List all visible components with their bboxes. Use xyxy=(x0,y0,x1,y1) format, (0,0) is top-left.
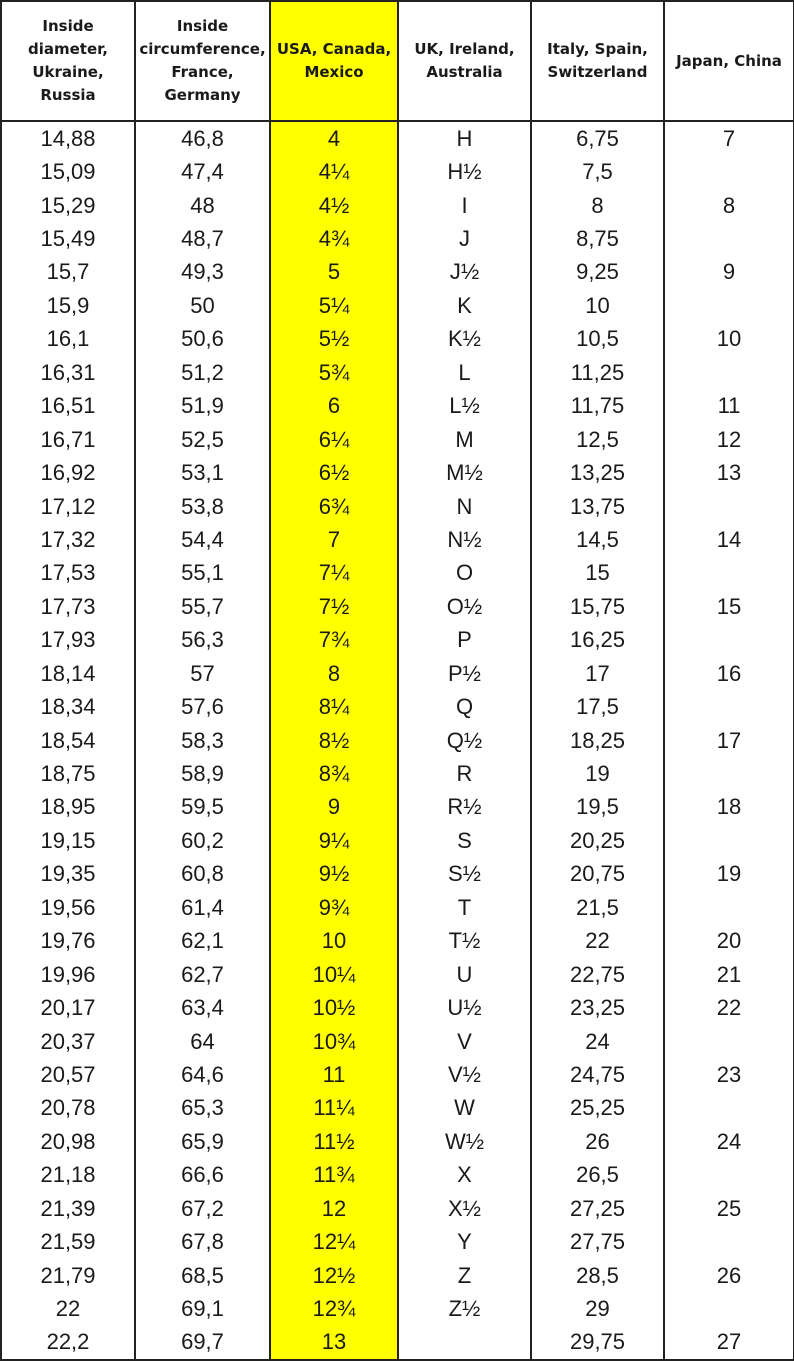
inside-diameter-cell: 19,15 xyxy=(1,824,135,857)
inside-diameter-cell: 22,2 xyxy=(1,1326,135,1360)
japan-size-cell: 17 xyxy=(664,724,794,757)
inside-circumference-cell: 56,3 xyxy=(135,624,270,657)
italy-size-cell: 16,25 xyxy=(531,624,664,657)
inside-diameter-cell: 17,12 xyxy=(1,490,135,523)
usa-size-cell: 12 xyxy=(270,1192,398,1225)
table-row xyxy=(1,1058,794,1091)
inside-diameter-cell: 18,75 xyxy=(1,757,135,790)
usa-size-cell: 9¾ xyxy=(270,891,398,924)
japan-size-cell: 21 xyxy=(664,958,794,991)
italy-size-cell: 13,75 xyxy=(531,490,664,523)
usa-size-cell: 12¾ xyxy=(270,1292,398,1325)
italy-size-cell: 20,75 xyxy=(531,858,664,891)
inside-diameter-cell: 20,17 xyxy=(1,991,135,1024)
inside-circumference-cell: 65,9 xyxy=(135,1125,270,1158)
table-row xyxy=(1,791,794,824)
italy-size-cell: 24 xyxy=(531,1025,664,1058)
japan-size-cell xyxy=(664,1159,794,1192)
italy-size-cell: 12,5 xyxy=(531,423,664,456)
japan-size-cell xyxy=(664,1225,794,1258)
column-header-inside-diameter: Inside diameter, Ukraine, Russia xyxy=(1,1,135,121)
uk-size-cell: K xyxy=(398,289,531,322)
inside-diameter-cell: 15,29 xyxy=(1,189,135,222)
inside-diameter-cell: 16,51 xyxy=(1,390,135,423)
table-row xyxy=(1,121,794,155)
inside-diameter-cell: 16,1 xyxy=(1,323,135,356)
inside-circumference-cell: 50,6 xyxy=(135,323,270,356)
usa-size-cell: 11 xyxy=(270,1058,398,1091)
usa-size-cell: 9½ xyxy=(270,858,398,891)
inside-circumference-cell: 50 xyxy=(135,289,270,322)
table-body xyxy=(1,121,794,1360)
table-row xyxy=(1,222,794,255)
inside-diameter-cell: 14,88 xyxy=(1,121,135,155)
usa-size-cell: 9 xyxy=(270,791,398,824)
inside-circumference-cell: 62,7 xyxy=(135,958,270,991)
uk-size-cell: V½ xyxy=(398,1058,531,1091)
uk-size-cell: X xyxy=(398,1159,531,1192)
uk-size-cell: W½ xyxy=(398,1125,531,1158)
italy-size-cell: 26,5 xyxy=(531,1159,664,1192)
inside-diameter-cell: 17,32 xyxy=(1,523,135,556)
japan-size-cell: 25 xyxy=(664,1192,794,1225)
uk-size-cell: L xyxy=(398,356,531,389)
table-row xyxy=(1,958,794,991)
italy-size-cell: 29 xyxy=(531,1292,664,1325)
table-row xyxy=(1,624,794,657)
inside-circumference-cell: 52,5 xyxy=(135,423,270,456)
uk-size-cell: R½ xyxy=(398,791,531,824)
inside-circumference-cell: 69,7 xyxy=(135,1326,270,1360)
japan-size-cell: 11 xyxy=(664,390,794,423)
japan-size-cell xyxy=(664,155,794,188)
inside-diameter-cell: 16,31 xyxy=(1,356,135,389)
header-row xyxy=(1,1,794,121)
inside-circumference-cell: 48 xyxy=(135,189,270,222)
japan-size-cell: 20 xyxy=(664,925,794,958)
usa-size-cell: 11½ xyxy=(270,1125,398,1158)
japan-size-cell xyxy=(664,289,794,322)
inside-circumference-cell: 57 xyxy=(135,657,270,690)
uk-size-cell: S½ xyxy=(398,858,531,891)
uk-size-cell: W xyxy=(398,1092,531,1125)
italy-size-cell: 14,5 xyxy=(531,523,664,556)
italy-size-cell: 22 xyxy=(531,925,664,958)
inside-diameter-cell: 20,57 xyxy=(1,1058,135,1091)
usa-size-cell: 12½ xyxy=(270,1259,398,1292)
italy-size-cell: 25,25 xyxy=(531,1092,664,1125)
inside-diameter-cell: 18,54 xyxy=(1,724,135,757)
table-row xyxy=(1,155,794,188)
inside-diameter-cell: 19,35 xyxy=(1,858,135,891)
table-row xyxy=(1,1326,794,1360)
column-header-usa-canada-mexico: USA, Canada, Mexico xyxy=(270,1,398,121)
inside-circumference-cell: 60,8 xyxy=(135,858,270,891)
table-row xyxy=(1,1259,794,1292)
italy-size-cell: 11,75 xyxy=(531,390,664,423)
uk-size-cell: L½ xyxy=(398,390,531,423)
inside-circumference-cell: 59,5 xyxy=(135,791,270,824)
usa-size-cell: 4¾ xyxy=(270,222,398,255)
table-row xyxy=(1,356,794,389)
table-row xyxy=(1,1225,794,1258)
inside-circumference-cell: 67,2 xyxy=(135,1192,270,1225)
uk-size-cell: I xyxy=(398,189,531,222)
column-header-inside-circumference: Inside circumference, France, Germany xyxy=(135,1,270,121)
italy-size-cell: 8 xyxy=(531,189,664,222)
japan-size-cell xyxy=(664,824,794,857)
inside-circumference-cell: 47,4 xyxy=(135,155,270,188)
inside-circumference-cell: 64 xyxy=(135,1025,270,1058)
usa-size-cell: 5½ xyxy=(270,323,398,356)
italy-size-cell: 24,75 xyxy=(531,1058,664,1091)
italy-size-cell: 23,25 xyxy=(531,991,664,1024)
inside-circumference-cell: 55,7 xyxy=(135,590,270,623)
italy-size-cell: 9,25 xyxy=(531,256,664,289)
table-row xyxy=(1,991,794,1024)
uk-size-cell: Z xyxy=(398,1259,531,1292)
inside-circumference-cell: 51,9 xyxy=(135,390,270,423)
usa-size-cell: 8¾ xyxy=(270,757,398,790)
uk-size-cell: R xyxy=(398,757,531,790)
usa-size-cell: 5 xyxy=(270,256,398,289)
japan-size-cell xyxy=(664,624,794,657)
inside-diameter-cell: 17,53 xyxy=(1,557,135,590)
japan-size-cell: 18 xyxy=(664,791,794,824)
table-row xyxy=(1,323,794,356)
inside-circumference-cell: 69,1 xyxy=(135,1292,270,1325)
uk-size-cell: O xyxy=(398,557,531,590)
uk-size-cell: U xyxy=(398,958,531,991)
table-row xyxy=(1,557,794,590)
uk-size-cell: Y xyxy=(398,1225,531,1258)
uk-size-cell: U½ xyxy=(398,991,531,1024)
table-row xyxy=(1,690,794,723)
japan-size-cell xyxy=(664,891,794,924)
usa-size-cell: 7 xyxy=(270,523,398,556)
inside-circumference-cell: 53,8 xyxy=(135,490,270,523)
inside-diameter-cell: 17,93 xyxy=(1,624,135,657)
usa-size-cell: 6½ xyxy=(270,456,398,489)
uk-size-cell: S xyxy=(398,824,531,857)
usa-size-cell: 7¾ xyxy=(270,624,398,657)
column-header-italy-spain-switzerland: Italy, Spain, Switzerland xyxy=(531,1,664,121)
inside-diameter-cell: 18,34 xyxy=(1,690,135,723)
japan-size-cell: 9 xyxy=(664,256,794,289)
inside-diameter-cell: 20,78 xyxy=(1,1092,135,1125)
japan-size-cell xyxy=(664,490,794,523)
uk-size-cell: P xyxy=(398,624,531,657)
inside-circumference-cell: 68,5 xyxy=(135,1259,270,1292)
usa-size-cell: 11¼ xyxy=(270,1092,398,1125)
italy-size-cell: 8,75 xyxy=(531,222,664,255)
uk-size-cell: N½ xyxy=(398,523,531,556)
table-row xyxy=(1,925,794,958)
japan-size-cell xyxy=(664,1092,794,1125)
inside-diameter-cell: 18,95 xyxy=(1,791,135,824)
italy-size-cell: 21,5 xyxy=(531,891,664,924)
column-header-japan-china: Japan, China xyxy=(664,1,794,121)
uk-size-cell: P½ xyxy=(398,657,531,690)
inside-circumference-cell: 62,1 xyxy=(135,925,270,958)
table-row xyxy=(1,289,794,322)
japan-size-cell: 7 xyxy=(664,121,794,155)
uk-size-cell: J xyxy=(398,222,531,255)
italy-size-cell: 22,75 xyxy=(531,958,664,991)
usa-size-cell: 10¾ xyxy=(270,1025,398,1058)
inside-circumference-cell: 63,4 xyxy=(135,991,270,1024)
japan-size-cell: 10 xyxy=(664,323,794,356)
inside-diameter-cell: 19,56 xyxy=(1,891,135,924)
inside-diameter-cell: 21,39 xyxy=(1,1192,135,1225)
italy-size-cell: 19 xyxy=(531,757,664,790)
japan-size-cell xyxy=(664,557,794,590)
inside-diameter-cell: 22 xyxy=(1,1292,135,1325)
japan-size-cell xyxy=(664,222,794,255)
italy-size-cell: 29,75 xyxy=(531,1326,664,1360)
table-row xyxy=(1,1292,794,1325)
inside-diameter-cell: 15,09 xyxy=(1,155,135,188)
uk-size-cell: H½ xyxy=(398,155,531,188)
italy-size-cell: 10 xyxy=(531,289,664,322)
italy-size-cell: 27,75 xyxy=(531,1225,664,1258)
japan-size-cell xyxy=(664,690,794,723)
inside-circumference-cell: 64,6 xyxy=(135,1058,270,1091)
uk-size-cell: V xyxy=(398,1025,531,1058)
usa-size-cell: 6¾ xyxy=(270,490,398,523)
table-row xyxy=(1,456,794,489)
usa-size-cell: 6 xyxy=(270,390,398,423)
japan-size-cell xyxy=(664,1025,794,1058)
usa-size-cell: 10½ xyxy=(270,991,398,1024)
inside-circumference-cell: 46,8 xyxy=(135,121,270,155)
italy-size-cell: 28,5 xyxy=(531,1259,664,1292)
inside-diameter-cell: 21,79 xyxy=(1,1259,135,1292)
inside-diameter-cell: 21,59 xyxy=(1,1225,135,1258)
japan-size-cell: 14 xyxy=(664,523,794,556)
usa-size-cell: 8¼ xyxy=(270,690,398,723)
inside-circumference-cell: 58,3 xyxy=(135,724,270,757)
uk-size-cell: Z½ xyxy=(398,1292,531,1325)
inside-diameter-cell: 16,92 xyxy=(1,456,135,489)
italy-size-cell: 11,25 xyxy=(531,356,664,389)
japan-size-cell xyxy=(664,356,794,389)
italy-size-cell: 20,25 xyxy=(531,824,664,857)
inside-circumference-cell: 57,6 xyxy=(135,690,270,723)
usa-size-cell: 4 xyxy=(270,121,398,155)
uk-size-cell: M xyxy=(398,423,531,456)
table-row xyxy=(1,1025,794,1058)
italy-size-cell: 6,75 xyxy=(531,121,664,155)
usa-size-cell: 7½ xyxy=(270,590,398,623)
uk-size-cell: Q xyxy=(398,690,531,723)
inside-circumference-cell: 58,9 xyxy=(135,757,270,790)
table-row xyxy=(1,423,794,456)
usa-size-cell: 8½ xyxy=(270,724,398,757)
inside-diameter-cell: 20,98 xyxy=(1,1125,135,1158)
japan-size-cell: 13 xyxy=(664,456,794,489)
uk-size-cell: N xyxy=(398,490,531,523)
table-row xyxy=(1,590,794,623)
italy-size-cell: 19,5 xyxy=(531,791,664,824)
italy-size-cell: 17 xyxy=(531,657,664,690)
uk-size-cell: J½ xyxy=(398,256,531,289)
italy-size-cell: 18,25 xyxy=(531,724,664,757)
usa-size-cell: 5¼ xyxy=(270,289,398,322)
table-row xyxy=(1,256,794,289)
inside-circumference-cell: 60,2 xyxy=(135,824,270,857)
inside-circumference-cell: 54,4 xyxy=(135,523,270,556)
table-row xyxy=(1,189,794,222)
uk-size-cell: K½ xyxy=(398,323,531,356)
italy-size-cell: 26 xyxy=(531,1125,664,1158)
table-row xyxy=(1,858,794,891)
table-row xyxy=(1,724,794,757)
japan-size-cell xyxy=(664,757,794,790)
inside-diameter-cell: 17,73 xyxy=(1,590,135,623)
table-row xyxy=(1,757,794,790)
uk-size-cell: Q½ xyxy=(398,724,531,757)
japan-size-cell: 8 xyxy=(664,189,794,222)
inside-circumference-cell: 67,8 xyxy=(135,1225,270,1258)
table-row xyxy=(1,1125,794,1158)
usa-size-cell: 8 xyxy=(270,657,398,690)
japan-size-cell: 12 xyxy=(664,423,794,456)
inside-circumference-cell: 65,3 xyxy=(135,1092,270,1125)
usa-size-cell: 6¼ xyxy=(270,423,398,456)
inside-circumference-cell: 48,7 xyxy=(135,222,270,255)
table-row xyxy=(1,1192,794,1225)
usa-size-cell: 10¼ xyxy=(270,958,398,991)
table-row xyxy=(1,1159,794,1192)
japan-size-cell: 24 xyxy=(664,1125,794,1158)
inside-diameter-cell: 19,96 xyxy=(1,958,135,991)
usa-size-cell: 7¼ xyxy=(270,557,398,590)
japan-size-cell: 16 xyxy=(664,657,794,690)
italy-size-cell: 7,5 xyxy=(531,155,664,188)
uk-size-cell: O½ xyxy=(398,590,531,623)
italy-size-cell: 13,25 xyxy=(531,456,664,489)
inside-diameter-cell: 21,18 xyxy=(1,1159,135,1192)
japan-size-cell: 15 xyxy=(664,590,794,623)
usa-size-cell: 11¾ xyxy=(270,1159,398,1192)
italy-size-cell: 15 xyxy=(531,557,664,590)
inside-circumference-cell: 66,6 xyxy=(135,1159,270,1192)
inside-diameter-cell: 19,76 xyxy=(1,925,135,958)
japan-size-cell: 26 xyxy=(664,1259,794,1292)
inside-diameter-cell: 20,37 xyxy=(1,1025,135,1058)
table-row xyxy=(1,824,794,857)
usa-size-cell: 9¼ xyxy=(270,824,398,857)
inside-circumference-cell: 53,1 xyxy=(135,456,270,489)
inside-diameter-cell: 15,9 xyxy=(1,289,135,322)
usa-size-cell: 4½ xyxy=(270,189,398,222)
usa-size-cell: 5¾ xyxy=(270,356,398,389)
column-header-uk-ireland-australia: UK, Ireland, Australia xyxy=(398,1,531,121)
inside-circumference-cell: 51,2 xyxy=(135,356,270,389)
inside-diameter-cell: 18,14 xyxy=(1,657,135,690)
japan-size-cell: 22 xyxy=(664,991,794,1024)
table-row xyxy=(1,523,794,556)
inside-diameter-cell: 15,49 xyxy=(1,222,135,255)
table-row xyxy=(1,1092,794,1125)
inside-circumference-cell: 61,4 xyxy=(135,891,270,924)
italy-size-cell: 27,25 xyxy=(531,1192,664,1225)
italy-size-cell: 17,5 xyxy=(531,690,664,723)
inside-circumference-cell: 49,3 xyxy=(135,256,270,289)
inside-diameter-cell: 15,7 xyxy=(1,256,135,289)
uk-size-cell: T½ xyxy=(398,925,531,958)
usa-size-cell: 12¼ xyxy=(270,1225,398,1258)
italy-size-cell: 15,75 xyxy=(531,590,664,623)
usa-size-cell: 10 xyxy=(270,925,398,958)
japan-size-cell: 27 xyxy=(664,1326,794,1360)
uk-size-cell: M½ xyxy=(398,456,531,489)
table-row xyxy=(1,390,794,423)
japan-size-cell: 23 xyxy=(664,1058,794,1091)
table-header xyxy=(1,1,794,121)
inside-diameter-cell: 16,71 xyxy=(1,423,135,456)
italy-size-cell: 10,5 xyxy=(531,323,664,356)
table-row xyxy=(1,891,794,924)
usa-size-cell: 4¼ xyxy=(270,155,398,188)
japan-size-cell xyxy=(664,1292,794,1325)
uk-size-cell xyxy=(398,1326,531,1360)
uk-size-cell: X½ xyxy=(398,1192,531,1225)
japan-size-cell: 19 xyxy=(664,858,794,891)
usa-size-cell: 13 xyxy=(270,1326,398,1360)
uk-size-cell: H xyxy=(398,121,531,155)
inside-circumference-cell: 55,1 xyxy=(135,557,270,590)
table-row xyxy=(1,490,794,523)
table-row xyxy=(1,657,794,690)
uk-size-cell: T xyxy=(398,891,531,924)
